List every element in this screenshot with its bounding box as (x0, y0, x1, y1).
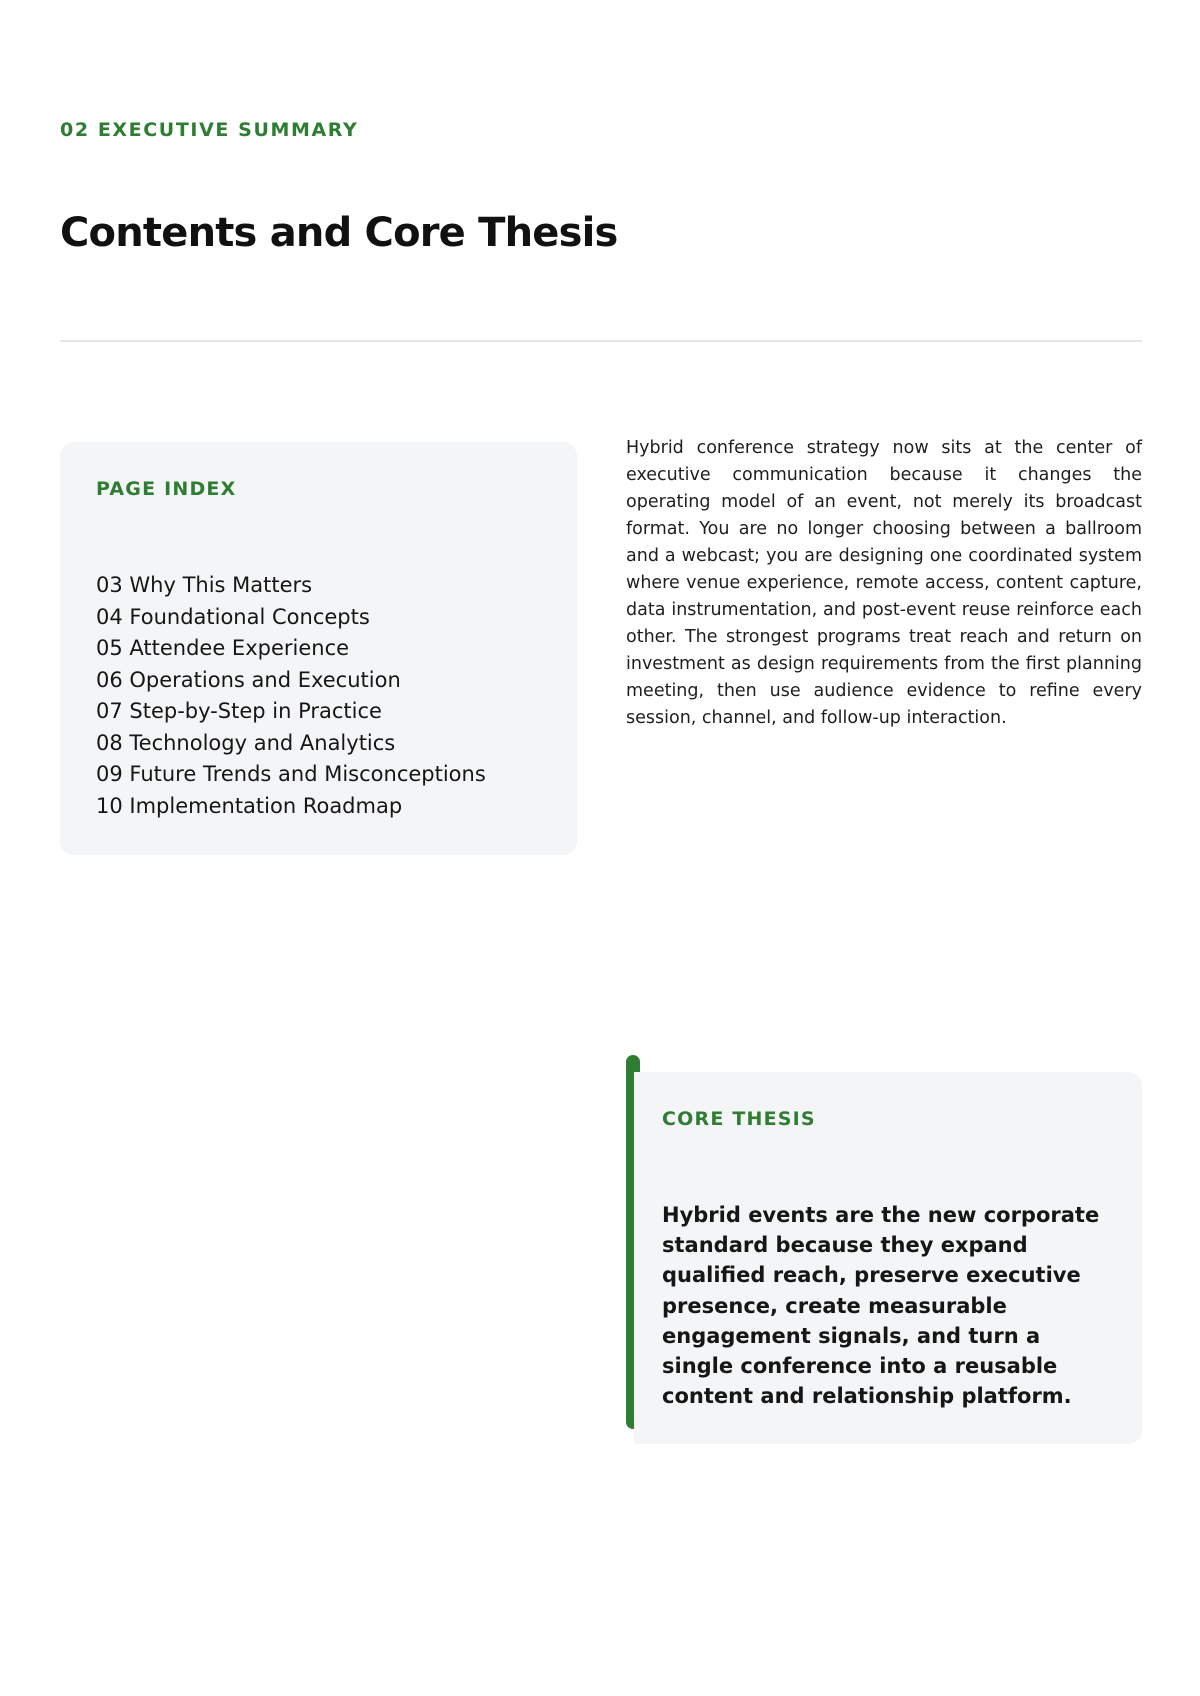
index-item: 05 Attendee Experience (96, 636, 350, 660)
index-item: 06 Operations and Execution (96, 667, 401, 692)
section-label: 02 EXECUTIVE SUMMARY (60, 119, 359, 141)
page-index-card (60, 442, 577, 855)
index-item: 09 Future Trends and Misconceptions (96, 762, 486, 786)
core-thesis-statement: Hybrid events are the new corporate standard because they expand qualified reach, preserve executive presence, create measurable engagement signals, and turn a single conference into a reusable content and relationship platform. (662, 1203, 1100, 1409)
index-item: 07 Step-by-Step in Practice (96, 699, 382, 723)
index-item: 10 Implementation Roadmap (96, 793, 403, 818)
page-title: Contents and Core Thesis (60, 210, 618, 256)
index-item: 08 Technology and Analytics (96, 730, 396, 755)
header-divider (60, 340, 1142, 342)
core-thesis-label: CORE THESIS (662, 1108, 816, 1130)
summary-paragraph: Hybrid conference strategy now sits at the center of executive communication because it changes the operating model of an event, not merely its broadcast format. You are no longer choosing between a ballroom and a webcast; you are designing one coordinated system where venue experience, remote access, content capture, data instrumentation, and post-event reuse reinforce each other. The strongest programs treat reach and return on investment as design requirements from the first planning meeting, then use audience evidence to refine every session, channel, and follow-up interaction. (626, 438, 1142, 728)
index-item: 04 Foundational Concepts (96, 604, 370, 629)
index-item: 03 Why This Matters (96, 573, 313, 597)
core-thesis-card (634, 1072, 1142, 1444)
page-index-list (96, 570, 541, 822)
page-index-label: PAGE INDEX (96, 478, 237, 500)
